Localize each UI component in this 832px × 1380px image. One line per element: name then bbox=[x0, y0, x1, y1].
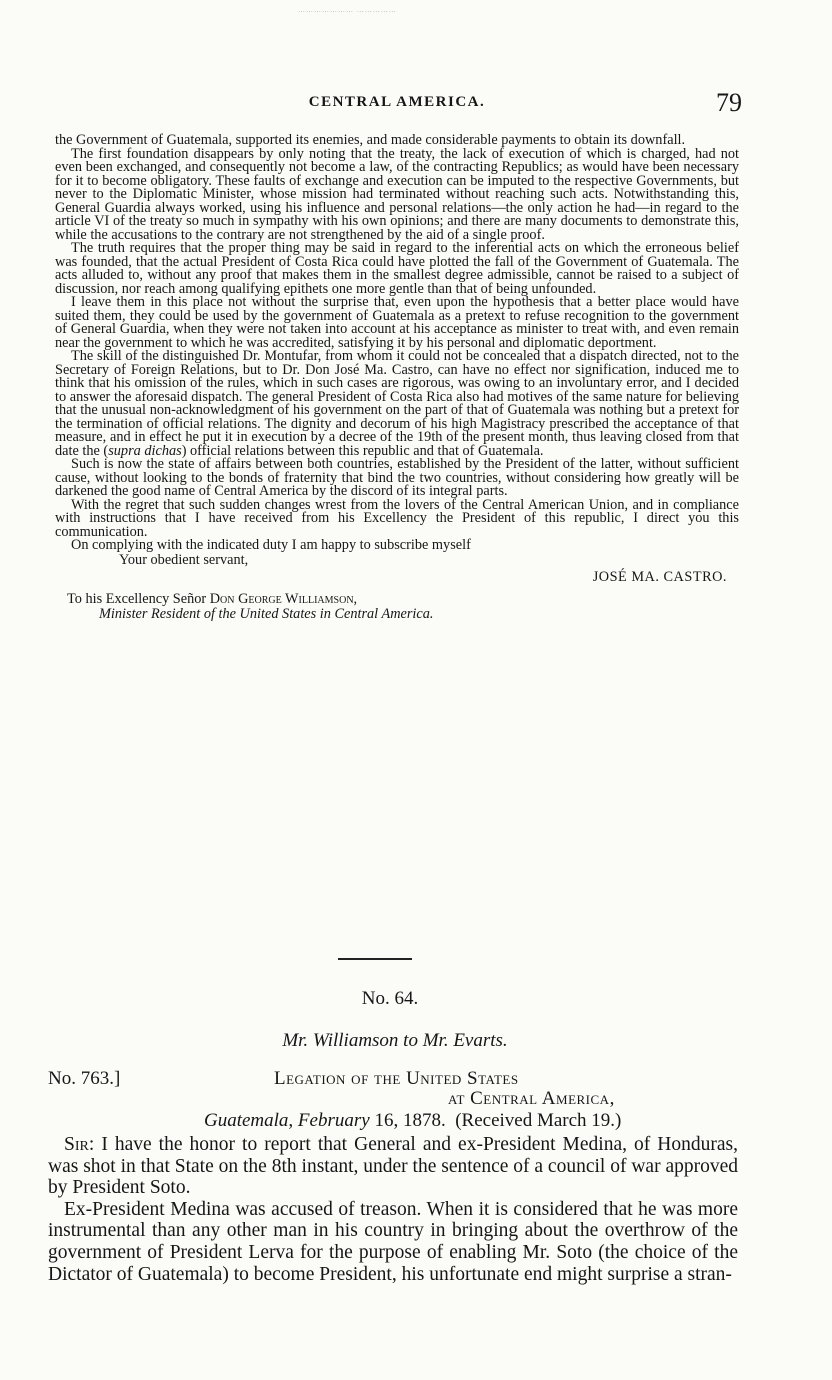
dispatch-paragraph bbox=[48, 1134, 738, 1199]
section-divider bbox=[338, 958, 412, 960]
letter-paragraph: With the regret that such sudden changes wrest from the lovers of the Central American Union, and in compliance with instructions that I have received from his Excellency the President of this republic, I direct you this communication. bbox=[55, 496, 739, 540]
legation-line1: Legation of the United States bbox=[274, 1068, 519, 1089]
salutation: Sir: bbox=[64, 1134, 95, 1155]
supra-dichas: supra dichas bbox=[108, 442, 182, 459]
page-number: 79 bbox=[716, 88, 742, 117]
print-smudge: ………………… …………… bbox=[298, 6, 397, 14]
letter-paragraph: On complying with the indicated duty I am happy to subscribe myself bbox=[71, 537, 471, 553]
received-date: (Received March 19.) bbox=[455, 1110, 622, 1131]
letter-paragraph: the Government of Guatemala, supported its enemies, and made considerable payments to obtain its downfall. bbox=[55, 132, 686, 148]
address bbox=[55, 592, 739, 622]
dispatch-text: I have the honor to report that General and ex-President Medina, of Honduras, was shot in that State on the 8th instant, under the sentence of a council of war approved by President Soto. bbox=[48, 1134, 739, 1199]
address-line2: Minister Resident of the United States in Central America. bbox=[99, 606, 434, 622]
address-name: Don George Williamson, bbox=[209, 591, 358, 607]
letter-paragraph: Such is now the state of affairs between both countries, established by the President of the latter, without sufficient cause, without looking to the bonds of fraternity that bind the two countries, without considering how greatly will be darkened the good name of Central America by the discord of its integral parts. bbox=[55, 456, 739, 499]
signature: JOSÉ MA. CASTRO. bbox=[592, 568, 727, 585]
letter-text: The skill of the distinguished Dr. Montufar, from whom it could not be concealed that a dispatch directed, not to the Secretary of Foreign Relations, but to Dr. Don José Ma. Castro, can have no effect nor signification, induced me to think that his omission of the rules, which in such cases are rigorous, was owing to an involuntary error, and I decided to answer the aforesaid dispatch. The general President of Costa Rica also had motives of the same nature for believing that the unusual non-acknowledgment of his government on the part of that of Guatemala was nothing but a pretext for the termination of official relations. The dignity and decorum of his high Magistracy prescribed the acceptance of that measure, and in effect he put it in execution by a decree of the 19th of the present month, thus leaving closed from that date the bbox=[55, 348, 739, 459]
date-day: 16, 1878. bbox=[374, 1110, 446, 1131]
page-header bbox=[52, 88, 742, 122]
dispatch-body bbox=[48, 1134, 738, 1285]
letter-paragraph: The truth requires that the proper thing may be said in regard to the inferential acts on which the erroneous belief was founded, that the actual President of Costa Rica could have plotted the fall of the Government of Guatemala. The acts alluded to, without any proof that makes them in the smallest degree admissible, cannot be raised to a subject of discussion, nor reach among qualifying epithets one more gentle than that of being unfounded. bbox=[55, 240, 739, 297]
letter-body bbox=[55, 134, 739, 622]
address-line1 bbox=[67, 592, 739, 607]
running-title: CENTRAL AMERICA. bbox=[308, 94, 486, 110]
address-prefix: To his Excellency Señor bbox=[67, 591, 207, 607]
dispatch-number: No. 763.] bbox=[48, 1068, 121, 1089]
letter-text: official relations between this republic and that of Guatemala. bbox=[190, 442, 544, 459]
document-subject: Mr. Williamson to Mr. Evarts. bbox=[282, 1030, 508, 1051]
letter-paragraph: The skill of the distinguished Dr. Montufar, from whom it could not be concealed that a dispatch directed, not to the Secretary of Foreign Relations, but to Dr. Don José Ma. Castro, can have no effect nor signification, induced me to think that his omission of the rules, which in such cases are rigorous, was owing to an involuntary error, and I decided to answer the aforesaid dispatch. The general President of Costa Rica also had motives of the same nature for believing that the unusual non-acknowledgment of his government on the part of that of Guatemala was nothing but a pretext for the termination of official relations. The dignity and decorum of his high Magistracy prescribed the acceptance of that measure, and in effect he put it in execution by a decree of the 19th of the present month, thus leaving closed from that date the (supra dichas) official relations between this republic and that of Guatemala. bbox=[55, 348, 739, 459]
letter-paragraph: I leave them in this place not without the surprise that, even upon the hypothesis that a better place would have suited them, they could be used by the government of Guatemala as a pretext to refuse recognition to the government of General Guardia, when they were not taken into account at his acceptance as minister to treat with, and even remain near the government to which he was accredited, satisfying it by his personal and diplomatic deportment. bbox=[55, 294, 739, 351]
document-number: No. 64. bbox=[361, 988, 419, 1009]
closing: Your obedient servant, bbox=[119, 551, 249, 568]
dispatch-paragraph: Ex-President Medina was accused of treason. When it is considered that he was more instrumental than any other man in his country in bringing about the overthrow of the government of President Lerva for the purpose of enabling Mr. Soto (the choice of the Dictator of Guatemala) to become President, his unfortunate end might surprise a stran- bbox=[48, 1198, 738, 1285]
place-date bbox=[204, 1110, 621, 1132]
place-date-italic: Guatemala, February bbox=[204, 1110, 370, 1131]
letter-paragraph: The first foundation disappears by only noting that the treaty, the lack of execution of which is charged, had not even been exchanged, and consequently not become a law, of the contracting Republics; as would have been necessary for it to become obligatory. These faults of exchange and execution can be imputed to the respective Governments, but never to the Diplomatic Minister, whose mission had terminated without reaching such acts. Notwithstanding this, General Guardia always worked, using his influence and personal relations—the only action he had—in regard to the article VI of the treaty so much in sympathy with his own opinions; and there are many documents to demonstrate this, while the accusations to the contrary are not strengthened by the aid of a single proof. bbox=[55, 145, 739, 243]
legation-line2: at Central America, bbox=[448, 1088, 615, 1109]
dispatch-heading bbox=[48, 1068, 738, 1130]
